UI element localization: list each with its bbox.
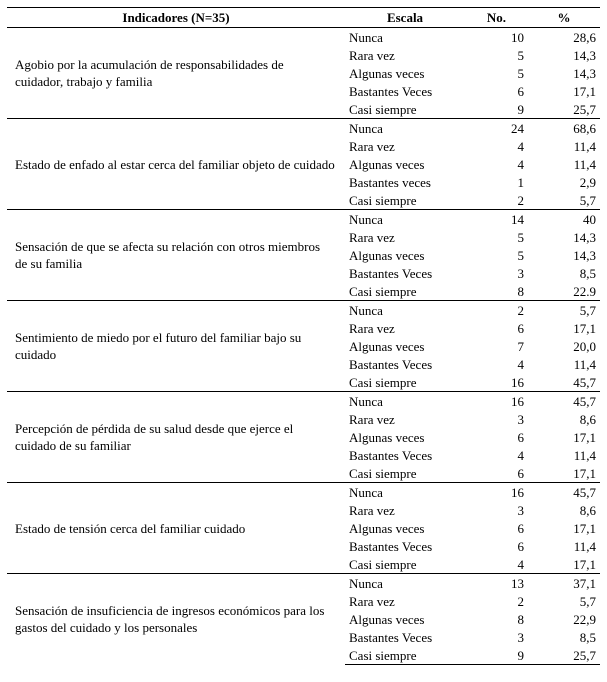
percent-cell: 17,1 <box>528 464 600 483</box>
percent-cell: 11,4 <box>573 538 596 554</box>
count-cell: 10 <box>511 29 524 45</box>
table-row <box>7 574 600 593</box>
count-cell: 9 <box>465 646 528 665</box>
escala-cell: Bastantes Veces <box>349 447 433 463</box>
percent-cell: 17,1 <box>573 83 596 99</box>
percent-cell: 14,3 <box>573 229 596 245</box>
count-cell: 2 <box>517 593 524 609</box>
indicator-cell: Agobio por la acumulación de responsabilidades de cuidador, trabajo y familia <box>15 57 284 89</box>
escala-cell: Bastantes Veces <box>349 538 433 554</box>
count-cell: 6 <box>517 320 524 336</box>
escala-cell: Casi siempre <box>345 191 465 210</box>
escala-cell: Casi siempre <box>345 100 465 119</box>
count-cell: 4 <box>517 447 524 463</box>
header-indicadores: Indicadores (N=35) <box>7 8 345 28</box>
count-cell: 2 <box>465 301 528 320</box>
escala-cell: Rara vez <box>349 229 395 245</box>
data-table <box>7 7 600 665</box>
count-cell: 6 <box>517 83 524 99</box>
escala-cell: Algunas veces <box>349 429 425 445</box>
escala-cell: Nunca <box>349 29 383 45</box>
count-cell: 5 <box>517 65 524 81</box>
count-cell: 5 <box>517 229 524 245</box>
count-cell: 16 <box>465 392 528 411</box>
escala-cell: Casi siempre <box>345 464 465 483</box>
escala-cell: Casi siempre <box>345 373 465 392</box>
percent-cell: 11,4 <box>573 356 596 372</box>
escala-cell: Rara vez <box>349 593 395 609</box>
percent-cell: 20,0 <box>573 338 596 354</box>
table-row <box>7 392 600 411</box>
percent-cell: 45,7 <box>528 483 600 502</box>
percent-cell: 40 <box>528 210 600 229</box>
escala-cell: Nunca <box>345 119 465 138</box>
escala-cell: Rara vez <box>349 47 395 63</box>
count-cell: 13 <box>465 574 528 593</box>
escala-cell: Rara vez <box>349 411 395 427</box>
count-cell: 7 <box>517 338 524 354</box>
escala-cell: Algunas veces <box>349 611 425 627</box>
percent-cell: 45,7 <box>528 392 600 411</box>
count-cell: 3 <box>517 629 524 645</box>
percent-cell: 8,6 <box>579 502 596 518</box>
escala-cell: Nunca <box>345 483 465 502</box>
table-row <box>7 119 600 138</box>
header-pct: % <box>528 8 600 28</box>
count-cell: 14 <box>465 210 528 229</box>
escala-cell: Bastantes Veces <box>349 629 433 645</box>
percent-cell: 14,3 <box>573 65 596 81</box>
count-cell: 4 <box>517 156 524 172</box>
percent-cell: 17,1 <box>528 555 600 574</box>
table-row <box>7 28 600 47</box>
percent-cell: 11,4 <box>573 156 596 172</box>
percent-cell: 5,7 <box>528 191 600 210</box>
header-no: No. <box>465 8 528 28</box>
percent-cell: 37,1 <box>528 574 600 593</box>
indicator-cell: Percepción de pérdida de su salud desde que ejerce el cuidado de su familiar <box>7 392 345 483</box>
percent-cell: 17,1 <box>573 520 596 536</box>
percent-cell: 25,7 <box>528 100 600 119</box>
table-row <box>7 210 600 229</box>
indicator-cell: Estado de enfado al estar cerca del familiar objeto de cuidado <box>7 119 345 210</box>
indicator-cell: Sentimiento de miedo por el futuro del familiar bajo su cuidado <box>7 301 345 392</box>
percent-cell: 5,7 <box>579 593 596 609</box>
count-cell: 4 <box>517 356 524 372</box>
escala-cell: Casi siempre <box>345 646 465 665</box>
percent-cell: 2,9 <box>579 174 596 190</box>
escala-cell: Rara vez <box>349 502 395 518</box>
count-cell: 4 <box>517 138 524 154</box>
percent-cell: 8,5 <box>579 629 596 645</box>
percent-cell: 22,9 <box>573 611 596 627</box>
count-cell: 6 <box>465 464 528 483</box>
count-cell: 2 <box>465 191 528 210</box>
count-cell: 3 <box>517 502 524 518</box>
count-cell: 5 <box>517 247 524 263</box>
count-cell: 3 <box>517 411 524 427</box>
count-cell: 6 <box>517 538 524 554</box>
escala-cell: Rara vez <box>349 320 395 336</box>
count-cell: 4 <box>465 555 528 574</box>
percent-cell: 11,4 <box>573 138 596 154</box>
escala-cell: Algunas veces <box>349 247 425 263</box>
count-cell: 6 <box>517 429 524 445</box>
header-row <box>7 8 600 28</box>
percent-cell: 14,3 <box>573 47 596 63</box>
escala-cell: Casi siempre <box>345 282 465 301</box>
escala-cell: Bastantes Veces <box>349 83 433 99</box>
table-row <box>7 301 600 320</box>
escala-cell: Nunca <box>345 392 465 411</box>
percent-cell: 8,5 <box>579 265 596 281</box>
percent-cell: 45,7 <box>528 373 600 392</box>
count-cell: 3 <box>517 265 524 281</box>
count-cell: 16 <box>465 483 528 502</box>
percent-cell: 25,7 <box>528 646 600 665</box>
percent-cell: 11,4 <box>573 447 596 463</box>
indicator-cell: Sensación de insuficiencia de ingresos económicos para los gastos del cuidado y los personales <box>7 574 345 665</box>
escala-cell: Rara vez <box>349 138 395 154</box>
table-container <box>7 7 600 665</box>
count-cell: 9 <box>465 100 528 119</box>
count-cell: 24 <box>465 119 528 138</box>
percent-cell: 8,6 <box>579 411 596 427</box>
escala-cell: Bastantes Veces <box>349 356 433 372</box>
escala-cell: Nunca <box>345 210 465 229</box>
escala-cell: Casi siempre <box>345 555 465 574</box>
percent-cell: 14,3 <box>573 247 596 263</box>
percent-cell: 17,1 <box>573 320 596 336</box>
escala-cell: Nunca <box>345 301 465 320</box>
escala-cell: Algunas veces <box>349 65 425 81</box>
escala-cell: Nunca <box>345 574 465 593</box>
header-escala: Escala <box>345 8 465 28</box>
escala-cell: Algunas veces <box>349 338 425 354</box>
percent-cell: 68,6 <box>528 119 600 138</box>
percent-cell: 17,1 <box>573 429 596 445</box>
count-cell: 8 <box>517 611 524 627</box>
count-cell: 16 <box>465 373 528 392</box>
escala-cell: Algunas veces <box>349 520 425 536</box>
table-body <box>7 28 600 665</box>
percent-cell: 28,6 <box>573 29 596 45</box>
indicator-cell: Sensación de que se afecta su relación con otros miembros de su familia <box>7 210 345 301</box>
count-cell: 1 <box>517 174 524 190</box>
escala-cell: Bastantes veces <box>349 174 431 190</box>
escala-cell: Algunas veces <box>349 156 425 172</box>
count-cell: 6 <box>517 520 524 536</box>
count-cell: 8 <box>465 282 528 301</box>
percent-cell: 5,7 <box>528 301 600 320</box>
escala-cell: Bastantes Veces <box>349 265 433 281</box>
indicator-cell: Estado de tensión cerca del familiar cuidado <box>7 483 345 574</box>
count-cell: 5 <box>517 47 524 63</box>
table-row <box>7 483 600 502</box>
percent-cell: 22.9 <box>528 282 600 301</box>
